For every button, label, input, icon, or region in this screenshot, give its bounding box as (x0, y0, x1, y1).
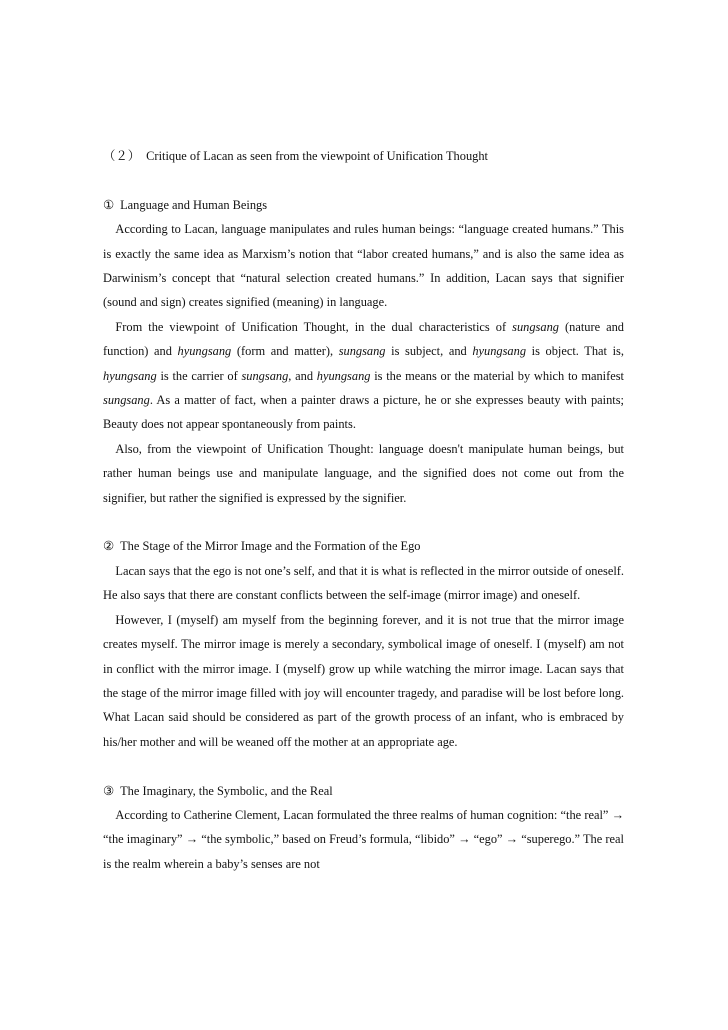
paragraph: Lacan says that the ego is not one’s self, and that it is what is reflected in the mirror outside of oneself. He also says that there are constant conflicts between the self-image (mirror image) and oneself. (103, 563, 624, 603)
italic-term: sungsang (338, 344, 386, 359)
title-marker: （２） (103, 149, 141, 163)
section-heading (103, 534, 624, 558)
document-title (103, 144, 624, 168)
paragraph-text: From the viewpoint of Unification Thought, in the dual characteristics of sungsang (nature and function) and hyungsang (form and matter), sungsang is subject, and hyungsang is object. That is, hyungsang is the carrier of sungsang, and hyungsang is the means or the material by which to manifest sungsang. As a matter of fact, when a painter draws a picture, he or she expresses beauty with paints; Beauty does not appear spontaneously from paints. (103, 319, 624, 432)
section-heading-text: The Stage of the Mirror Image and the Formation of the Ego (120, 539, 421, 554)
section-heading-text: The Imaginary, the Symbolic, and the Real (120, 783, 333, 798)
italic-term: sungsang (512, 319, 559, 334)
italic-term: sungsang (241, 368, 289, 383)
section-marker: ③ (103, 783, 115, 798)
section-marker: ① (103, 197, 115, 212)
spacer (103, 510, 624, 534)
italic-term: hyungsang (472, 344, 527, 359)
section-imaginary-symbolic-real (103, 779, 624, 877)
paragraph: According to Lacan, language manipulates and rules human beings: “language created humans.” This is exactly the same idea as Marxism’s notion that “labor created humans,” and is also the same idea as Darwinism’s concept that “natural selection created humans.” In addition, Lacan says that signifier (sound and sign) creates signified (meaning) in language. (103, 222, 624, 310)
italic-term: hyungsang (316, 368, 371, 383)
paragraph: Also, from the viewpoint of Unification Thought: language doesn't manipulate human beings, but rather human beings use and manipulate language, and the signified does not come out from the signifier, but rather the signified is expressed by the signifier. (103, 441, 624, 505)
paragraph-italic-terms (103, 315, 624, 437)
italic-term: hyungsang (177, 344, 232, 359)
spacer (103, 754, 624, 778)
paragraph: However, I (myself) am myself from the beginning forever, and it is not true that the mirror image creates myself. The mirror image is merely a secondary, symbolical image of oneself. I (myself) am not in conflict with the mirror image. I (myself) grow up while watching the mirror image. Lacan says that the stage of the mirror image filled with joy will encounter tragedy, and paradise will be lost before long. What Lacan said should be considered as part of the growth process of an infant, who is embraced by his/her mother and will be weaned off the mother at an appropriate age. (103, 612, 624, 749)
document-body (103, 144, 624, 876)
paragraph: According to Catherine Clement, Lacan formulated the three realms of human cognition: “the real” → “the imaginary” → “the symbolic,” based on Freud’s formula, “libido” → “ego” → “superego.” The real is the realm wherein a baby’s senses are not (103, 807, 624, 871)
section-mirror-image (103, 534, 624, 754)
section-marker: ② (103, 539, 115, 554)
section-heading (103, 779, 624, 803)
italic-term: sungsang (103, 393, 150, 408)
section-heading-text: Language and Human Beings (120, 197, 268, 212)
section-heading (103, 193, 624, 217)
spacer (103, 168, 624, 192)
title-text: Critique of Lacan as seen from the viewpoint of Unification Thought (146, 149, 488, 163)
italic-term: hyungsang (103, 368, 157, 383)
section-language (103, 193, 624, 510)
